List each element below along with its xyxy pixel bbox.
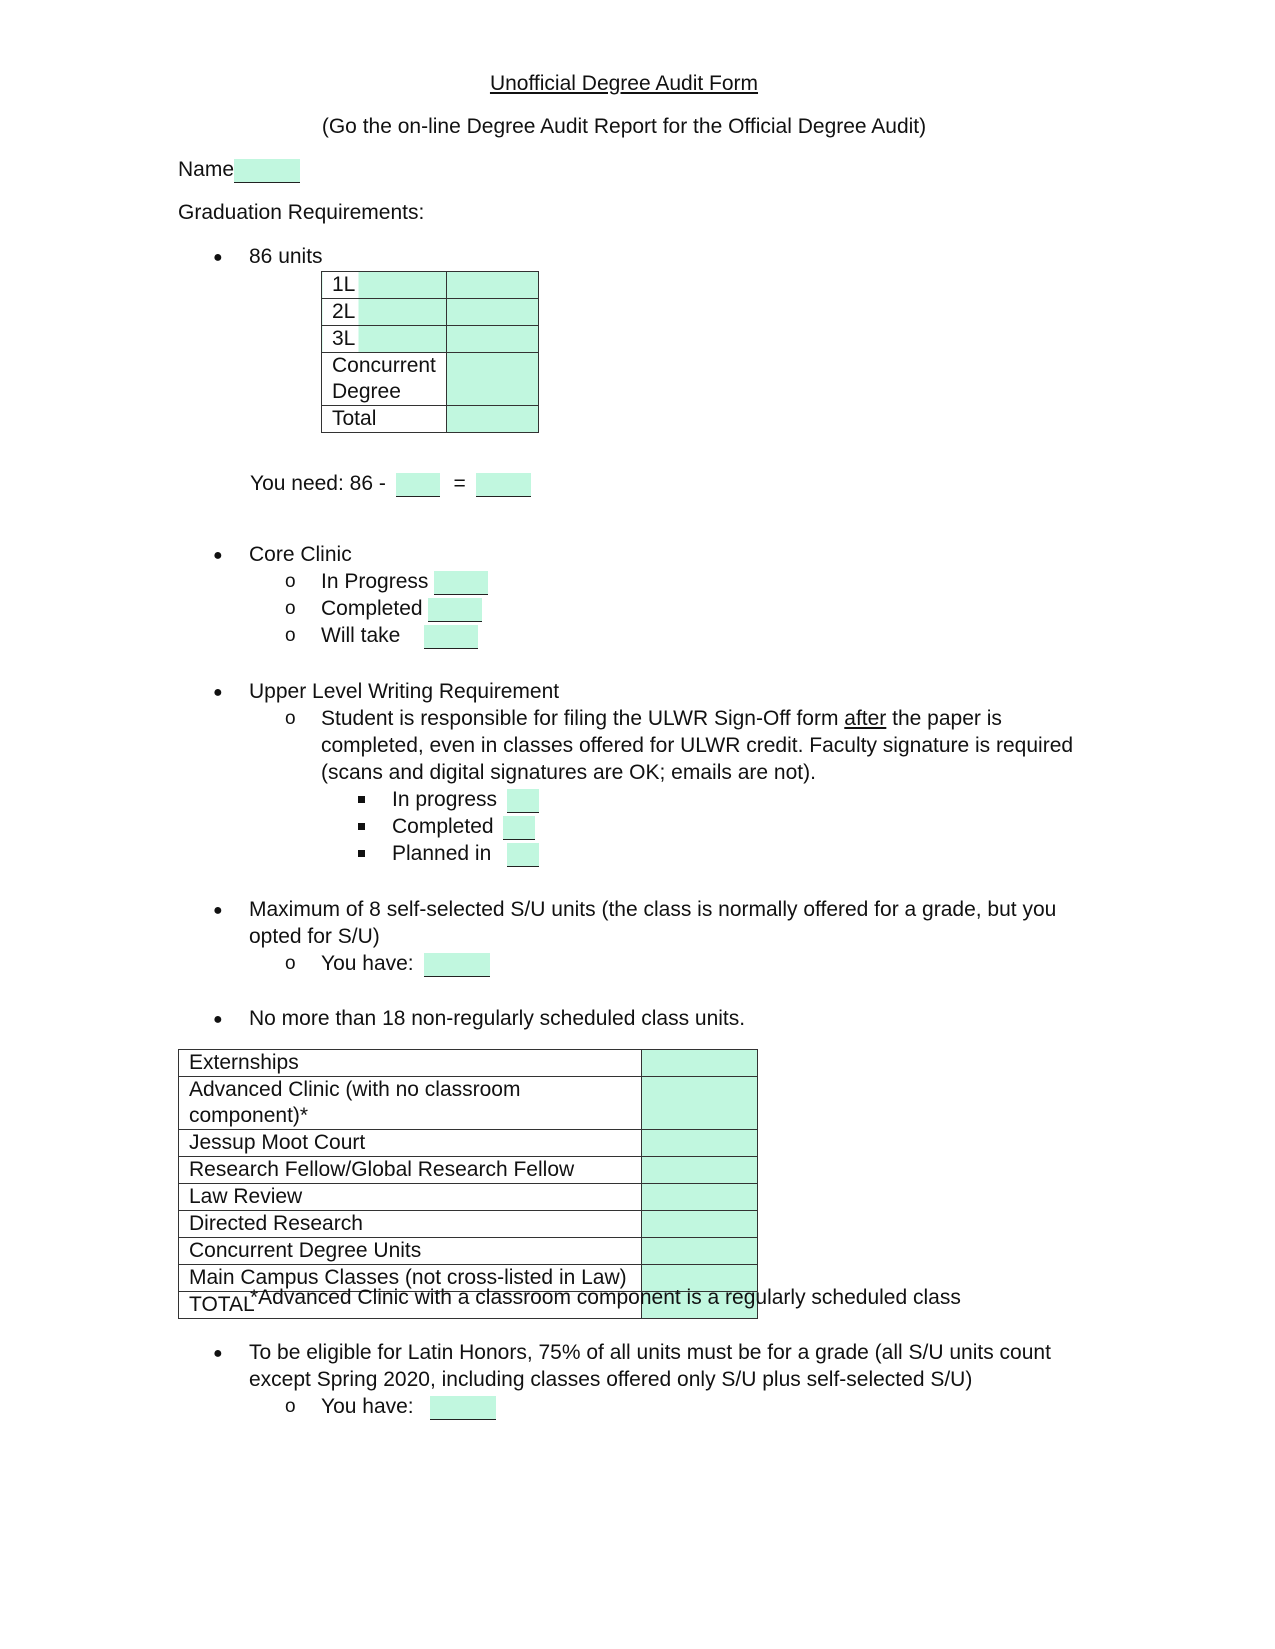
- core-clinic-in-progress-field[interactable]: [434, 571, 488, 595]
- bullet-icon: ●: [213, 1011, 223, 1028]
- table-row: [179, 1238, 758, 1265]
- square-bullet-icon: [358, 850, 365, 857]
- nonregular-row-label: Research Fellow/Global Research Fellow: [179, 1157, 642, 1184]
- bullet-icon: ●: [213, 547, 223, 564]
- circle-bullet-icon: o: [285, 708, 296, 729]
- form-title: Unofficial Degree Audit Form: [489, 72, 759, 95]
- units-concurrent-field[interactable]: [446, 353, 538, 406]
- nonregular-row-label: Jessup Moot Court: [179, 1130, 642, 1157]
- circle-bullet-icon: o: [285, 953, 296, 974]
- ulwr-completed-field[interactable]: [503, 816, 535, 840]
- ulwr-note-line-1: Student is responsible for filing the ULWR Sign-Off form after the paper is: [321, 707, 1002, 730]
- nonregular-field[interactable]: [642, 1211, 758, 1238]
- nonregular-label: No more than 18 non-regularly scheduled class units.: [249, 1007, 746, 1030]
- table-row: [322, 299, 539, 326]
- core-clinic-completed-field[interactable]: [428, 598, 482, 622]
- nonregular-row-label: Directed Research: [179, 1211, 642, 1238]
- core-clinic-item-label: Completed: [321, 597, 423, 620]
- latin-you-have-row: [321, 1394, 496, 1420]
- ulwr-item: [392, 841, 539, 867]
- table-row: [179, 1184, 758, 1211]
- table-row: [179, 1211, 758, 1238]
- circle-bullet-icon: o: [285, 571, 296, 592]
- core-clinic-item: [321, 596, 482, 622]
- nonregular-field[interactable]: [642, 1184, 758, 1211]
- nonregular-field[interactable]: [642, 1157, 758, 1184]
- you-need-field-1[interactable]: [396, 473, 440, 497]
- core-clinic-will-take-field[interactable]: [424, 625, 478, 649]
- table-row: [322, 272, 539, 299]
- units-row-concurrent: Concurrent Degree: [322, 353, 447, 406]
- nonregular-row-label: Advanced Clinic (with no classroom component)*: [179, 1077, 642, 1130]
- core-clinic-item-label: Will take: [321, 624, 401, 647]
- ulwr-item-label: Planned in: [392, 842, 492, 865]
- nonregular-field[interactable]: [642, 1050, 758, 1077]
- nonregular-row-label: Law Review: [179, 1184, 642, 1211]
- units-2l-field[interactable]: [446, 299, 538, 326]
- name-label: Name: [178, 158, 235, 181]
- units-row-2l: 2L: [322, 299, 447, 326]
- ulwr-item: [392, 814, 535, 840]
- form-subtitle: (Go the on-line Degree Audit Report for the Official Degree Audit): [321, 115, 927, 138]
- units-row-1l: 1L: [322, 272, 447, 299]
- nonregular-row-label: Externships: [179, 1050, 642, 1077]
- circle-bullet-icon: o: [285, 1396, 296, 1417]
- core-clinic-item: [321, 569, 488, 595]
- nonregular-row-label: Concurrent Degree Units: [179, 1238, 642, 1265]
- nonregular-table: [178, 1049, 758, 1319]
- name-row: [178, 157, 300, 183]
- table-row: [179, 1130, 758, 1157]
- su-you-have-label: You have:: [321, 952, 414, 975]
- nonregular-field[interactable]: [642, 1077, 758, 1130]
- core-clinic-item-label: In Progress: [321, 570, 429, 593]
- latin-line-2: except Spring 2020, including classes offered only S/U plus self-selected S/U): [249, 1368, 973, 1391]
- nonregular-row-total: TOTAL: [179, 1292, 642, 1319]
- table-row: [322, 406, 539, 433]
- bullet-icon: ●: [213, 249, 223, 266]
- su-you-have-row: [321, 951, 490, 977]
- units-row-3l: 3L: [322, 326, 447, 353]
- bullet-icon: ●: [213, 684, 223, 701]
- units-1l-field[interactable]: [446, 272, 538, 299]
- you-need-label: You need: 86 -: [250, 472, 386, 495]
- table-row: [179, 1157, 758, 1184]
- table-row: [179, 1050, 758, 1077]
- nonregular-field[interactable]: [642, 1238, 758, 1265]
- su-line-2: opted for S/U): [249, 925, 380, 948]
- equals-sign: =: [453, 472, 466, 495]
- square-bullet-icon: [358, 823, 365, 830]
- units-total-field[interactable]: [446, 406, 538, 433]
- circle-bullet-icon: o: [285, 625, 296, 646]
- table-row: [322, 353, 539, 406]
- su-line-1: Maximum of 8 self-selected S/U units (the class is normally offered for a grade, but you: [249, 898, 1057, 921]
- latin-you-have-field[interactable]: [430, 1396, 496, 1420]
- nonregular-footnote: *Advanced Clinic with a classroom component is a regularly scheduled class: [250, 1286, 961, 1309]
- core-clinic-item: [321, 623, 478, 649]
- ulwr-item: [392, 787, 539, 813]
- bullet-icon: ●: [213, 1345, 223, 1362]
- ulwr-note-line-3: (scans and digital signatures are OK; emails are not).: [321, 761, 816, 784]
- core-clinic-label: Core Clinic: [249, 543, 352, 566]
- ulwr-item-label: Completed: [392, 815, 494, 838]
- square-bullet-icon: [358, 796, 365, 803]
- nonregular-field[interactable]: [642, 1130, 758, 1157]
- ulwr-note-line-2: completed, even in classes offered for ULWR credit. Faculty signature is required: [321, 734, 1074, 757]
- ulwr-in-progress-field[interactable]: [507, 789, 539, 813]
- graduation-requirements-label: Graduation Requirements:: [178, 201, 425, 224]
- units-label: 86 units: [249, 245, 323, 268]
- units-row-total: Total: [322, 406, 447, 433]
- ulwr-label: Upper Level Writing Requirement: [249, 680, 560, 703]
- units-3l-field[interactable]: [446, 326, 538, 353]
- nonregular-row-label: Main Campus Classes (not cross-listed in Law): [179, 1265, 642, 1292]
- table-row: [179, 1077, 758, 1130]
- units-table: [321, 271, 539, 433]
- latin-line-1: To be eligible for Latin Honors, 75% of all units must be for a grade (all S/U units count: [249, 1341, 1051, 1364]
- bullet-icon: ●: [213, 902, 223, 919]
- table-row: [322, 326, 539, 353]
- circle-bullet-icon: o: [285, 598, 296, 619]
- ulwr-planned-in-field[interactable]: [507, 843, 539, 867]
- su-you-have-field[interactable]: [424, 953, 490, 977]
- you-need-field-2[interactable]: [476, 473, 531, 497]
- you-need-row: [250, 471, 531, 497]
- name-field[interactable]: [234, 159, 300, 183]
- latin-you-have-label: You have:: [321, 1395, 414, 1418]
- ulwr-item-label: In progress: [392, 788, 498, 811]
